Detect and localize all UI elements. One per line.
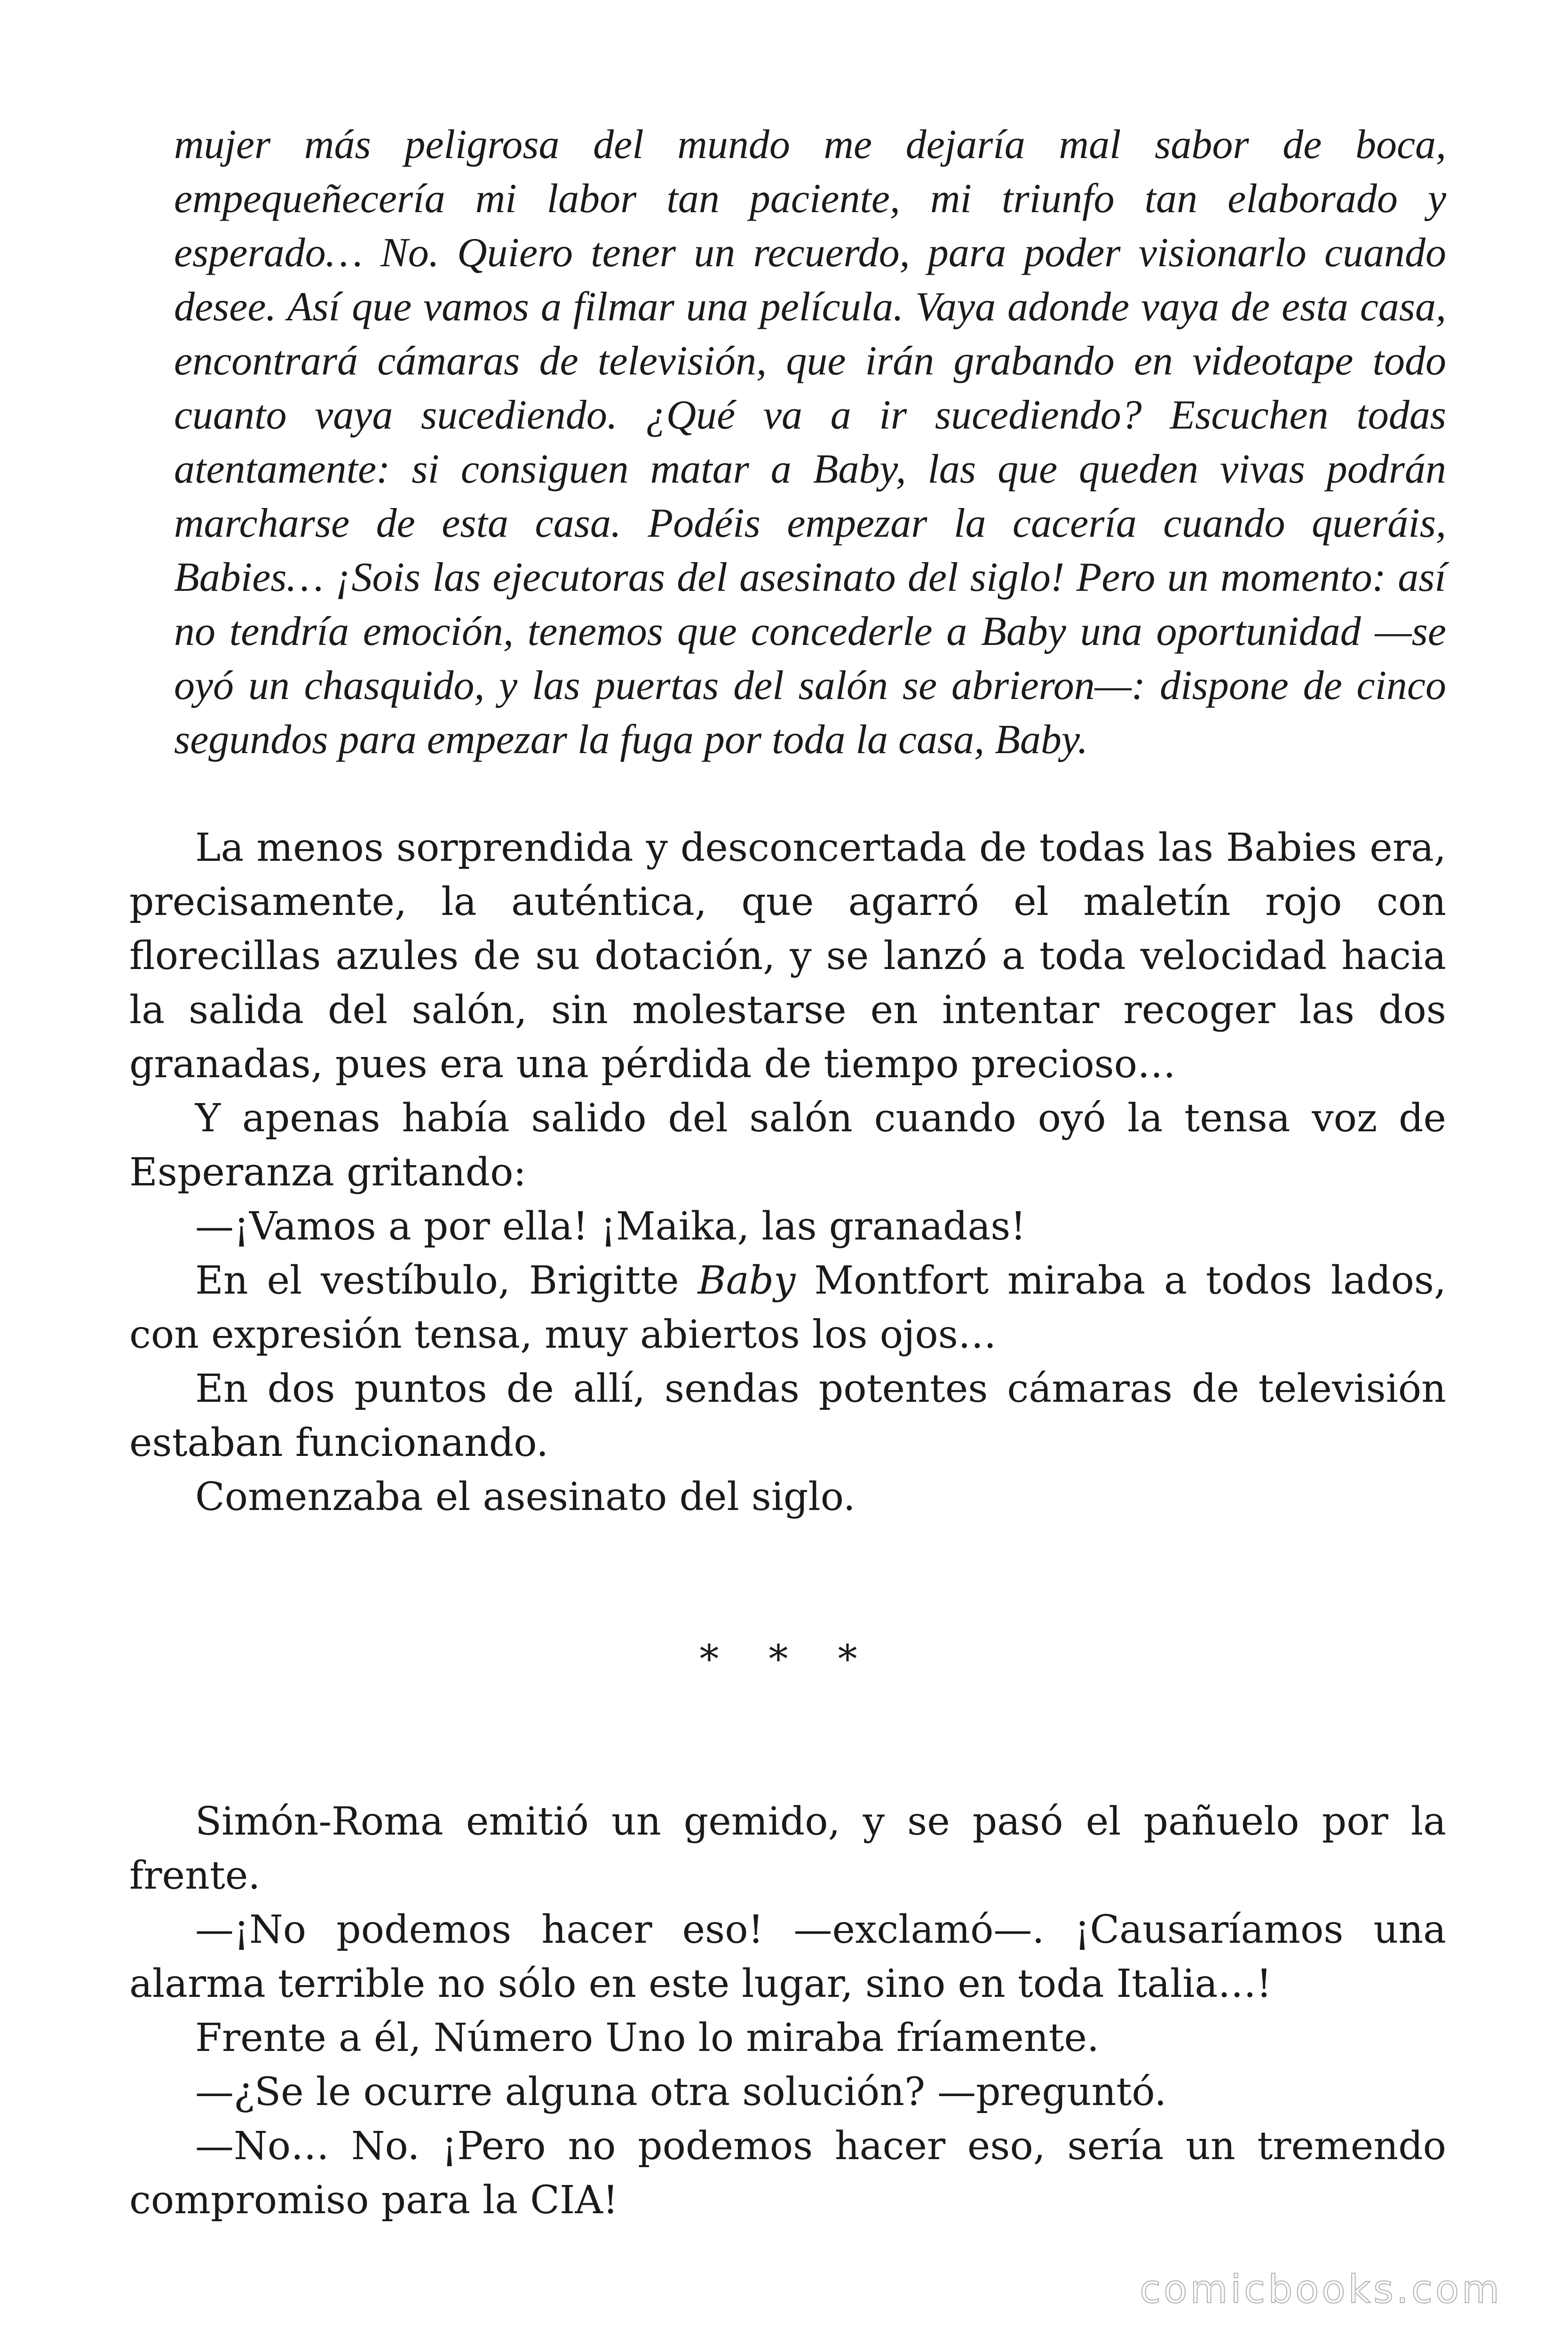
letter-block [129, 118, 1446, 767]
dialogue-paragraph: —¡No podemos hacer eso! —exclamó—. ¡Causaríamos una alarma terrible no sólo en este lugar, sino en toda Italia…! [129, 1907, 1446, 2006]
paragraph [129, 1254, 1446, 1362]
letter-paragraph: mujer más peligrosa del mundo me dejaría mal sabor de boca, empequeñecería mi labor tan paciente, mi triunfo tan elaborado y esperado… No. Quiero tener un recuerdo, para poder visionarlo cuando desee. Así que vamos a filmar una película. Vaya adonde vaya de esta casa, encontrará cámaras de televisión, que irán grabando en videotape todo cuanto vaya sucediendo. ¿Qué va a ir sucediendo? Escuchen todas atentamente: si consiguen matar a Baby, las que queden vivas podrán marcharse de esta casa. Podéis empezar la cacería cuando queráis, Babies… ¡Sois las ejecutoras del asesinato del siglo! Pero un momento: así no tendría emoción, tenemos que concederle a Baby una oportunidad —se oyó un chasquido, y las puertas del salón se abrieron—: dispone de cinco segundos para empezar la fuga por toda la casa, Baby. [174, 122, 1446, 763]
italic-name: Baby [697, 1258, 796, 1303]
text-span: En el vestíbulo, Brigitte [195, 1258, 698, 1303]
paragraph: En dos puntos de allí, sendas potentes cámaras de televisión estaban funcionando. [129, 1367, 1446, 1465]
paragraph: Y apenas había salido del salón cuando oyó la tensa voz de Esperanza gritando: [129, 1096, 1446, 1195]
text-span: Montfort miraba a todos lados, con expresión tensa, muy abiertos los ojos… [129, 1258, 1446, 1357]
dialogue-paragraph: —No… No. ¡Pero no podemos hacer eso, sería un tremendo compromiso para la CIA! [129, 2124, 1446, 2223]
narrative-section-2 [129, 1795, 1446, 2227]
watermark: comicbooks.com [1140, 2267, 1502, 2312]
paragraph: Comenzaba el asesinato del siglo. [195, 1475, 855, 1519]
dialogue-paragraph: —¿Se le ocurre alguna otra solución? —preguntó. [195, 2070, 1167, 2114]
book-page [129, 118, 1446, 2227]
section-separator: * * * [699, 1637, 876, 1682]
dialogue-paragraph: —¡Vamos a por ella! ¡Maika, las granadas! [195, 1204, 1026, 1249]
paragraph: Simón-Roma emitió un gemido, y se pasó el pañuelo por la frente. [129, 1799, 1446, 1898]
paragraph: Frente a él, Número Uno lo miraba fríamente. [195, 2016, 1100, 2060]
narrative-section-1 [129, 821, 1446, 1524]
paragraph: La menos sorprendida y desconcertada de todas las Babies era, precisamente, la auténtica, que agarró el maletín rojo con florecillas azules de su dotación, y se lanzó a toda velocidad hacia la salida del salón, sin molestarse en intentar recoger las dos granadas, pues era una pérdida de tiempo precioso… [129, 826, 1446, 1087]
